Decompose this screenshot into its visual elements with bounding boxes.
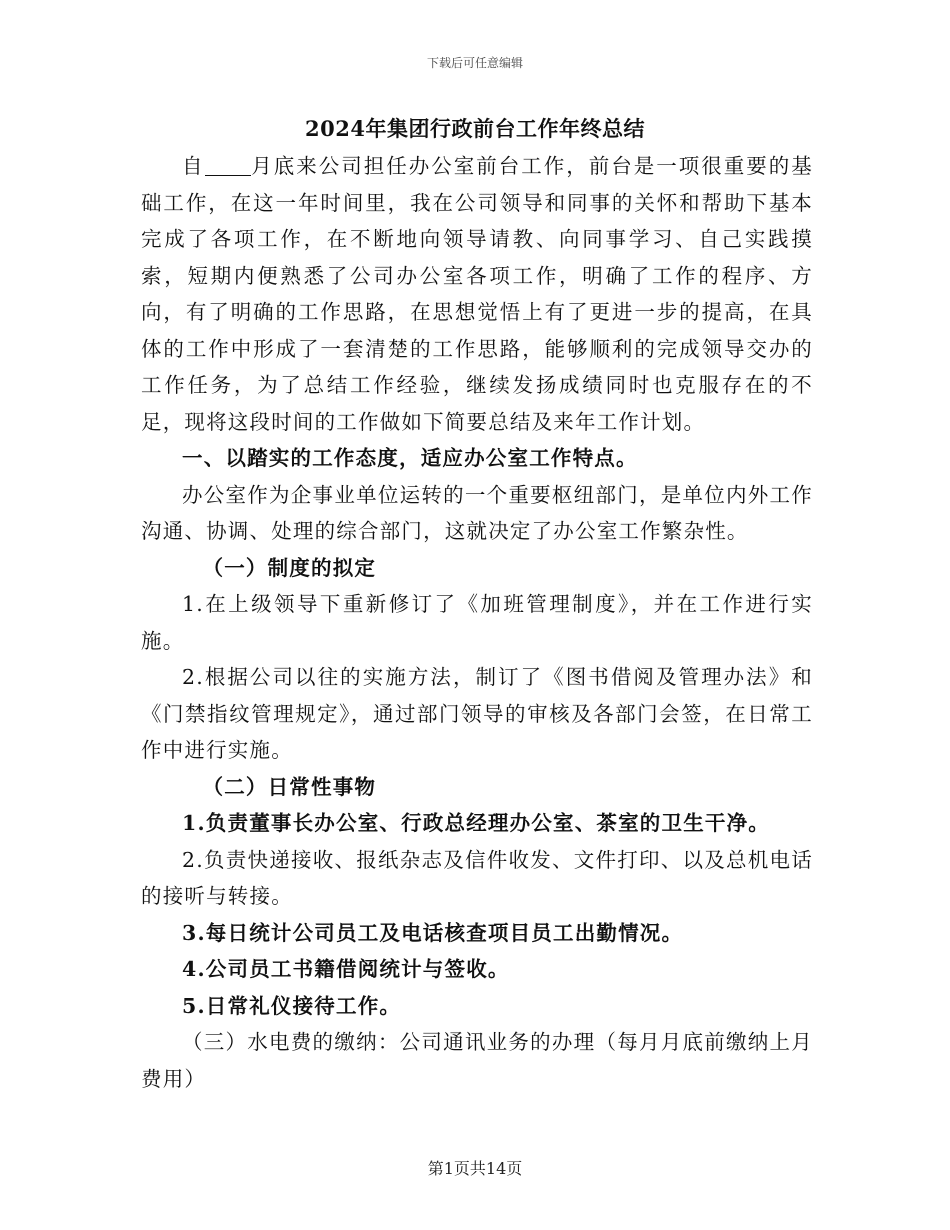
list-item: 2.负责快递接收、报纸杂志及信件收发、文件打印、以及总机电话的接听与转接。 <box>141 847 813 908</box>
section-heading-1: 一、以踏实的工作态度，适应办公室工作特点。 <box>182 446 638 470</box>
subsection-heading-1: （一）制度的拟定 <box>202 555 377 580</box>
intro-text: 月底来公司担任办公室前台工作，前台是一项很重要的基础工作，在这一年时间里，我在公司领导和同事的关怀和帮助下基本完成了各项工作，在不断地向领导请教、向同事学习、自己实践摸索，短期内便熟悉了公司办公室各项工作，明确了工作的程序、方向，有了明确的工作思路，在思想觉悟上有了更进一步的提高，在具体的工作中形成了一套清楚的工作思路，能够顺利的完成领导交办的工作任务，为了总结工作经验，继续发扬成绩同时也克服存在的不足，现将这段时间的工作做如下简要总结及来年工作计划。 <box>141 154 813 434</box>
document-title: 2024年集团行政前台工作年终总结 <box>305 116 645 141</box>
list-item: 2.根据公司以往的实施方法，制订了《图书借阅及管理办法》和《门禁指纹管理规定》，通过部门领导的审核及各部门会签，在日常工作中进行实施。 <box>141 665 813 762</box>
list-item: 5.日常礼仪接待工作。 <box>182 993 402 1018</box>
list-item: 1.负责董事长办公室、行政总经理办公室、茶室的卫生干净。 <box>182 811 770 835</box>
document-body <box>141 148 813 1097</box>
subsection-paragraph-3: （三）水电费的缴纳：公司通讯业务的办理（每月月底前缴纳上月费用） <box>141 1030 813 1091</box>
list-item: 1.在上级领导下重新修订了《加班管理制度》，并在工作进行实施。 <box>141 592 813 653</box>
list-item: 4.公司员工书籍借阅统计与签收。 <box>182 957 510 981</box>
fill-in-blank <box>205 155 251 176</box>
section-paragraph-1: 办公室作为企事业单位运转的一个重要枢纽部门，是单位内外工作沟通、协调、处理的综合部门，这就决定了办公室工作繁杂性。 <box>141 482 813 543</box>
list-item: 3.每日统计公司员工及电话核查项目员工出勤情况。 <box>182 920 684 945</box>
page-number: 第1页共14页 <box>427 1159 523 1178</box>
subsection-heading-2: （二）日常性事物 <box>202 774 377 799</box>
intro-prefix: 自 <box>182 154 205 178</box>
page-header-note: 下载后可任意编辑 <box>426 56 523 70</box>
intro-paragraph <box>141 148 813 440</box>
